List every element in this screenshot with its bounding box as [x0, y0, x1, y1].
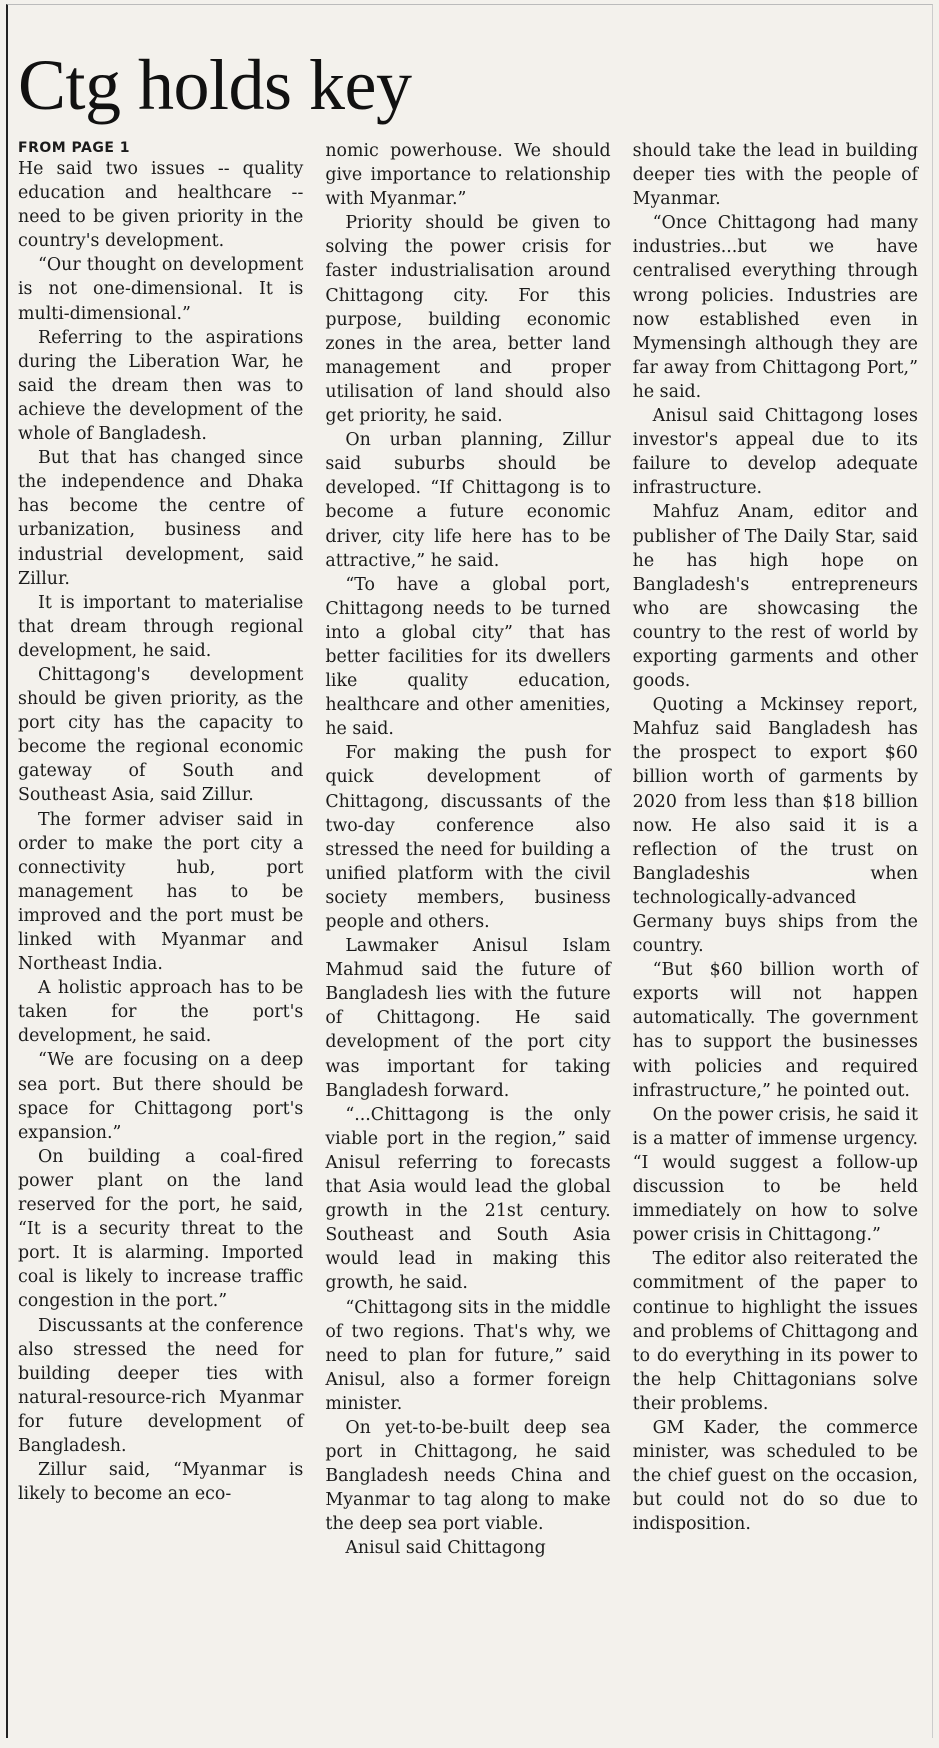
- headline: Ctg holds key: [18, 45, 412, 125]
- paragraph: “Once Chittagong had many industries...but we have centralised everything through wrong policies. Industries are now established even in Mymensingh although they are far away from Chittagong Port,” he said.: [632, 213, 918, 402]
- paragraph: Lawmaker Anisul Islam Mahmud said the future of Bangladesh lies with the future of Chittagong. He said development of the port city was important for taking Bangladesh forward.: [325, 936, 611, 1101]
- paragraph: Priority should be given to solving the power crisis for faster industrialisation around Chittagong city. For this purpose, building economic zones in the area, better land management and proper utilisation of land should also get priority, he said.: [325, 213, 611, 427]
- paragraph: Quoting a Mckinsey report, Mahfuz said Bangladesh has the prospect to export $60 billion worth of garments by 2020 from less than $18 billion now. He also said it is a reflection of the trust on Bangladeshis when technologically-advanced Germany buys ships from the country.: [632, 695, 918, 957]
- column-3: [633, 139, 918, 1561]
- paragraph: On yet-to-be-built deep sea port in Chittagong, he said Bangladesh needs China and Myanmar to tag along to make the deep sea port viable.: [325, 1417, 611, 1535]
- paragraph: “We are focusing on a deep sea port. But there should be space for Chittagong port's expansion.”: [18, 1050, 304, 1143]
- paragraph: The former adviser said in order to make the port city a connectivity hub, port management has to be improved and the port must be linked with Myanmar and Northeast India.: [18, 809, 304, 975]
- paragraph: For making the push for quick development of Chittagong, discussants of the two-day conference also stressed the need for building a unified platform with the civil society members, business people and others.: [325, 743, 611, 932]
- paragraph: On building a coal-fired power plant on the land reserved for the port, he said, “It is a security threat to the port. It is alarming. Imported coal is likely to increase traffic congestion in the port.”: [18, 1146, 304, 1312]
- column-2: [325, 139, 610, 1561]
- newspaper-clipping: [6, 4, 933, 1738]
- paragraph: should take the lead in building deeper ties with the people of Myanmar.: [632, 141, 918, 210]
- paragraph: “Our thought on development is not one-dimensional. It is multi-dimensional.”: [18, 255, 304, 324]
- paragraph: The editor also reiterated the commitment of the paper to continue to highlight the issues and problems of Chittagong and to do everything in its power to the help Chittagonians solve their problems.: [632, 1249, 918, 1414]
- jump-label: FROM PAGE 1: [18, 140, 131, 156]
- paragraph: It is important to materialise that dream through regional development, he said.: [18, 592, 304, 661]
- article-body: [18, 139, 918, 1561]
- paragraph: Anisul said Chittagong loses investor's appeal due to its failure to develop adequate infrastructure.: [632, 406, 918, 499]
- paragraph: A holistic approach has to be taken for the port's development, he said.: [18, 978, 304, 1047]
- paragraph: Zillur said, “Myanmar is likely to become an eco-: [18, 1460, 304, 1505]
- paragraph: nomic powerhouse. We should give importance to relationship with Myanmar.”: [325, 141, 611, 210]
- paragraph: “Chittagong sits in the middle of two regions. That's why, we need to plan for future,” said Anisul, also a former foreign minister.: [325, 1297, 611, 1414]
- paragraph: Anisul said Chittagong: [345, 1538, 546, 1559]
- paragraph: Referring to the aspirations during the Liberation War, he said the dream then was to achieve the development of the whole of Bangladesh.: [18, 327, 304, 445]
- column-1: [18, 139, 303, 1561]
- paragraph: On urban planning, Zillur said suburbs should be developed. “If Chittagong is to become a future economic driver, city life here has to be attractive,” he said.: [325, 430, 611, 571]
- paragraph: On the power crisis, he said it is a matter of immense urgency. “I would suggest a follow-up discussion to be held immediately on how to solve power crisis in Chittagong.”: [632, 1104, 918, 1246]
- paragraph: “To have a global port, Chittagong needs to be turned into a global city” that has better facilities for its dwellers like quality education, healthcare and other amenities, he said.: [325, 574, 611, 740]
- paragraph: But that has changed since the independence and Dhaka has become the centre of urbanization, business and industrial development, said Zillur.: [18, 448, 304, 589]
- paragraph: He said two issues -- quality education and healthcare -- need to be given priority in the country's development.: [18, 159, 304, 252]
- paragraph: Mahfuz Anam, editor and publisher of The Daily Star, said he has high hope on Bangladesh's entrepreneurs who are showcasing the country to the rest of world by exporting garments and other goods.: [632, 502, 918, 692]
- paragraph: “But $60 billion worth of exports will not happen automatically. The government has to support the businesses with policies and required infrastructure,” he pointed out.: [632, 960, 918, 1101]
- paragraph: GM Kader, the commerce minister, was scheduled to be the chief guest on the occasion, but could not do so due to indisposition.: [632, 1417, 918, 1535]
- paragraph: “...Chittagong is the only viable port in the region,” said Anisul referring to forecasts that Asia would lead the global growth in the 21st century. Southeast and South Asia would lead in making this growth, he said.: [325, 1104, 611, 1294]
- paragraph: Discussants at the conference also stressed the need for building deeper ties with natural-resource-rich Myanmar for future development of Bangladesh.: [18, 1315, 304, 1456]
- paragraph: Chittagong's development should be given priority, as the port city has the capacity to become the regional economic gateway of South and Southeast Asia, said Zillur.: [18, 664, 304, 806]
